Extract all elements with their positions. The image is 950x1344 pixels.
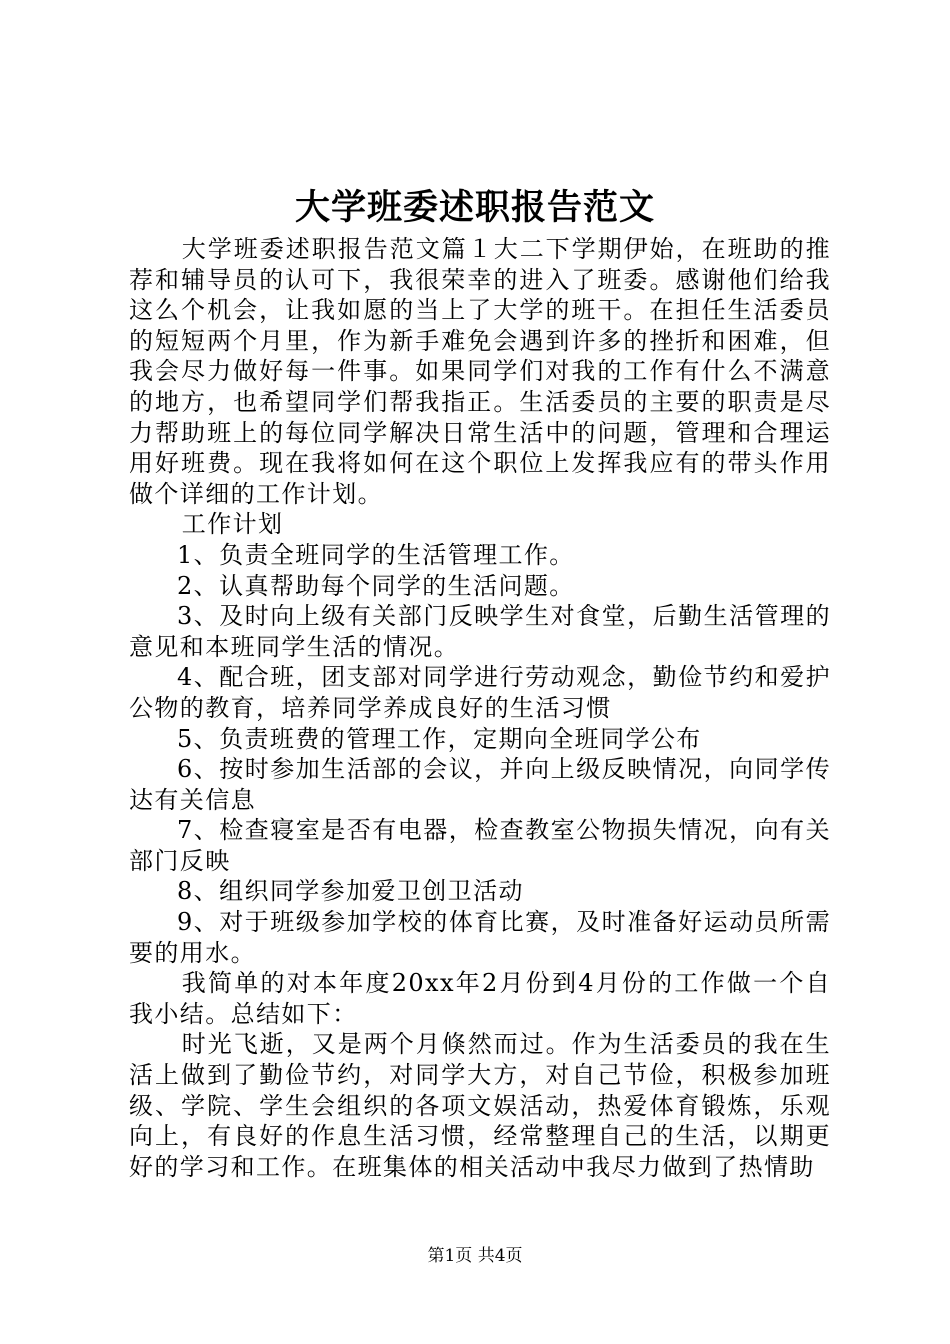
paragraph-summary: 时光飞逝，又是两个月倏然而过。作为生活委员的我在生活上做到了勤俭节约，对同学大方，对自己节俭，积极参加班级、学院、学生会组织的各项文娱活动，热爱体育锻炼，乐观向上，有良好的作息生活习惯，经常整理自己的生活，以期更好的学习和工作。在班集体的相关活动中我尽力做到了热情助 — [129, 1030, 831, 1181]
list-item: 4、配合班，团支部对同学进行劳动观念，勤俭节约和爱护公物的教育，培养同学养成良好的生活习惯 — [129, 663, 831, 722]
paragraph-work-plan-heading: 工作计划 — [181, 510, 284, 539]
paragraph-intro: 大学班委述职报告范文篇１大二下学期伊始，在班助的推荐和辅导员的认可下，我很荣幸的进入了班委。感谢他们给我这么个机会，让我如愿的当上了大学的班干。在担任生活委员的短短两个月里，作为新手难免会遇到许多的挫折和困难，但我会尽力做好每一件事。如果同学们对我的工作有什么不满意的地方，也希望同学们帮我指正。生活委员的主要的职责是尽力帮助班上的每位同学解决日常生活中的问题，管理和合理运用好班费。现在我将如何在这个职位上发挥我应有的带头作用做个详细的工作计划。 — [129, 235, 831, 508]
list-item: 3、及时向上级有关部门反映学生对食堂，后勤生活管理的意见和本班同学生活的情况。 — [129, 602, 831, 661]
list-item: 2、认真帮助每个同学的生活问题。 — [177, 571, 575, 600]
list-item: 1、负责全班同学的生活管理工作。 — [177, 540, 575, 569]
list-item: 5、负责班费的管理工作，定期向全班同学公布 — [177, 724, 702, 753]
document-body — [129, 234, 831, 1182]
paragraph-summary-intro: 我简单的对本年度20xx年2月份到4月份的工作做一个自我小结。总结如下： — [129, 969, 831, 1028]
list-item: 8、组织同学参加爱卫创卫活动 — [177, 877, 524, 906]
list-item: 9、对于班级参加学校的体育比赛，及时准备好运动员所需要的用水。 — [129, 908, 831, 967]
list-item: 7、检查寝室是否有电器，检查教室公物损失情况，向有关部门反映 — [129, 816, 831, 875]
page-number-footer: 第1页 共4页 — [427, 1246, 523, 1266]
page-title: 大学班委述职报告范文 — [294, 187, 655, 228]
list-item: 6、按时参加生活部的会议，并向上级反映情况，向同学传达有关信息 — [129, 755, 831, 814]
